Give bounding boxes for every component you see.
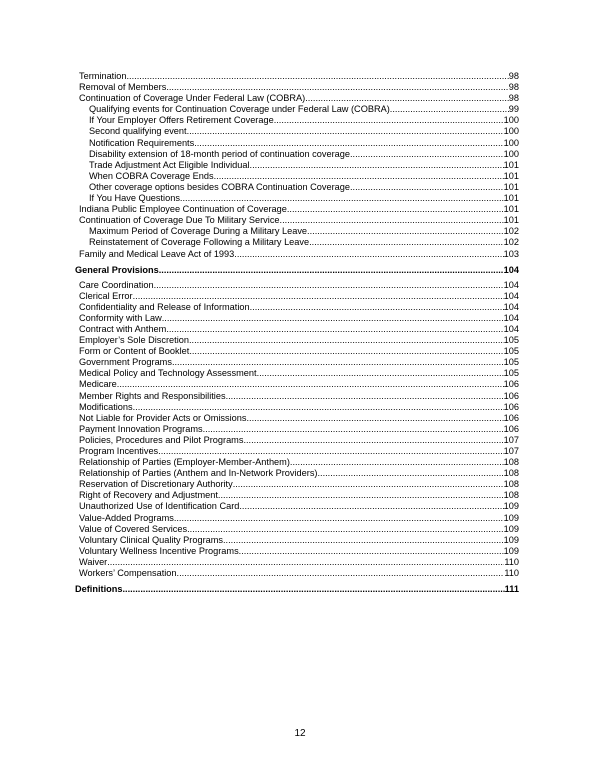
toc-entry[interactable] <box>79 302 519 313</box>
toc-entry-page: 102 <box>503 226 519 237</box>
toc-entry-page: 101 <box>503 193 519 204</box>
dot-leader <box>257 368 504 379</box>
dot-leader <box>133 402 504 413</box>
dot-leader <box>309 237 504 248</box>
toc-entry[interactable] <box>79 291 519 302</box>
toc-entry[interactable] <box>79 171 519 182</box>
toc-entry[interactable] <box>79 391 519 402</box>
toc-entry-title: General Provisions <box>75 264 159 275</box>
toc-entry[interactable] <box>79 524 519 535</box>
toc-entry[interactable] <box>79 82 519 93</box>
toc-entry-title: Conformity with Law <box>79 312 162 323</box>
toc-entry[interactable] <box>79 71 519 82</box>
toc-entry-page: 104 <box>503 323 519 334</box>
toc-entry[interactable] <box>79 501 519 512</box>
dot-leader <box>250 160 504 171</box>
dot-leader <box>317 468 503 479</box>
toc-entry-title: Disability extension of 18-month period of continuation coverage <box>89 148 350 159</box>
dot-leader <box>162 313 504 324</box>
dot-leader <box>390 104 509 115</box>
toc-entry[interactable] <box>79 457 519 468</box>
toc-entry-title: Government Programs <box>79 357 172 368</box>
dot-leader <box>233 479 504 490</box>
toc-entry-title: Trade Adjustment Act Eligible Individual <box>89 159 250 170</box>
toc-entry-page: 105 <box>503 368 519 379</box>
dot-leader <box>243 435 503 446</box>
toc-entry-page: 98 <box>508 93 519 104</box>
toc-entry[interactable] <box>79 402 519 413</box>
toc-entry[interactable] <box>79 468 519 479</box>
toc-entry[interactable] <box>79 280 519 291</box>
toc-entry-page: 98 <box>508 71 519 81</box>
dot-leader <box>203 424 504 435</box>
toc-entry-title: Notification Requirements <box>89 137 195 148</box>
toc-section-entry[interactable] <box>75 263 519 277</box>
toc-entry-title: Voluntary Wellness Incentive Programs <box>79 545 239 556</box>
toc-entry-page: 100 <box>503 115 519 126</box>
toc-entry-page: 110 <box>504 568 519 579</box>
toc-entry-title: Modifications <box>79 401 133 412</box>
toc-entry-title: Member Rights and Responsibilities <box>79 390 226 401</box>
dot-leader <box>180 193 504 204</box>
toc-entry-page: 109 <box>503 545 519 556</box>
toc-entry[interactable] <box>79 546 519 557</box>
toc-entry[interactable] <box>79 249 519 260</box>
toc-entry[interactable] <box>79 435 519 446</box>
toc-entry-page: 104 <box>503 290 519 301</box>
dot-leader <box>174 513 504 524</box>
toc-entry[interactable] <box>79 215 519 226</box>
toc-entry-title: Continuation of Coverage Due To Military Service <box>79 215 280 226</box>
toc-entry-page: 101 <box>503 215 519 226</box>
toc-entry-page: 98 <box>508 82 519 93</box>
toc-entry-title: Maximum Period of Coverage During a Military Leave <box>89 226 308 237</box>
dot-leader <box>274 115 504 126</box>
toc-entry-title: Form or Content of Booklet <box>79 346 190 357</box>
toc-entry[interactable] <box>79 357 519 368</box>
toc-entry-page: 104 <box>503 301 519 312</box>
toc-entry-page: 104 <box>503 264 519 275</box>
dot-leader <box>187 126 504 137</box>
toc-entry-title: Indiana Public Employee Continuation of Coverage <box>79 204 287 215</box>
toc-entry-page: 102 <box>503 237 519 248</box>
dot-leader <box>107 557 504 568</box>
dot-leader <box>194 138 503 149</box>
toc-entry[interactable] <box>79 313 519 324</box>
dot-leader <box>234 249 503 260</box>
toc-entry-title: Second qualifying event <box>89 126 187 137</box>
toc-entry[interactable] <box>79 193 519 204</box>
toc-entry-page: 101 <box>503 204 519 215</box>
toc-entry-title: Relationship of Parties (Employer-Member-Anthem) <box>79 457 290 468</box>
toc-entry-page: 108 <box>503 490 519 501</box>
toc-entry-page: 109 <box>503 534 519 545</box>
toc-entry-title: Policies, Procedures and Pilot Programs <box>79 434 244 445</box>
toc-entry[interactable] <box>79 535 519 546</box>
toc-entry[interactable] <box>79 479 519 490</box>
dot-leader <box>122 582 504 596</box>
toc-entry-title: Contract with Anthem <box>79 323 167 334</box>
toc-entry[interactable] <box>79 104 519 115</box>
toc-entry[interactable] <box>79 424 519 435</box>
toc-entry[interactable] <box>79 368 519 379</box>
dot-leader <box>189 346 503 357</box>
toc-entry-title: Family and Medical Leave Act of 1993 <box>79 248 235 259</box>
toc-entry-title: Termination <box>79 71 127 81</box>
toc-entry-page: 101 <box>503 159 519 170</box>
dot-leader <box>226 391 504 402</box>
toc-entry-title: Definitions <box>75 584 123 595</box>
toc-entry[interactable] <box>79 335 519 346</box>
toc-entry[interactable] <box>79 204 519 215</box>
toc-entry-title: Value-Added Programs <box>79 512 174 523</box>
toc-entry-page: 100 <box>503 137 519 148</box>
toc-entry-page: 109 <box>503 501 519 512</box>
toc-entry-title: Removal of Members <box>79 82 167 93</box>
toc-entry[interactable] <box>79 149 519 160</box>
toc-entry-title: Relationship of Parties (Anthem and In-Network Providers) <box>79 468 318 479</box>
toc-entry-page: 107 <box>503 446 519 456</box>
toc-entry-page: 104 <box>503 312 519 323</box>
toc-entry-title: When COBRA Coverage Ends <box>89 170 214 181</box>
dot-leader <box>133 291 504 302</box>
toc-entry[interactable] <box>79 237 519 248</box>
dot-leader <box>290 457 504 468</box>
toc-section-entry[interactable] <box>75 582 519 596</box>
toc-entry-page: 108 <box>503 468 519 479</box>
toc-entry-title: Reinstatement of Coverage Following a Military Leave <box>89 237 310 248</box>
toc-entry-title: Confidentiality and Release of Information <box>79 301 250 312</box>
toc-entry[interactable] <box>79 568 519 579</box>
dot-leader <box>166 82 508 93</box>
toc-entry-title: Continuation of Coverage Under Federal Law (COBRA) <box>79 93 306 104</box>
dot-leader <box>117 379 504 390</box>
toc-entry-page: 108 <box>503 457 519 468</box>
toc-entry[interactable] <box>79 446 519 457</box>
table-of-contents <box>75 71 519 599</box>
toc-entry[interactable] <box>79 557 519 568</box>
toc-entry-title: Medicare <box>79 379 117 390</box>
toc-entry[interactable] <box>79 490 519 501</box>
toc-entry[interactable] <box>79 379 519 390</box>
dot-leader <box>154 280 504 291</box>
toc-entry[interactable] <box>79 182 519 193</box>
toc-entry[interactable] <box>79 93 519 104</box>
toc-entry-title: Workers’ Compensation <box>79 568 177 579</box>
toc-entry-page: 104 <box>503 279 519 290</box>
toc-entry-page: 103 <box>503 248 519 259</box>
toc-entry-title: Waiver <box>79 556 108 567</box>
dot-leader <box>350 149 504 160</box>
toc-entry-title: Voluntary Clinical Quality Programs <box>79 534 223 545</box>
toc-entry-page: 100 <box>503 148 519 159</box>
toc-entry-page: 106 <box>503 379 519 390</box>
toc-entry-page: 108 <box>503 479 519 490</box>
toc-entry-title: Qualifying events for Continuation Coverage under Federal Law (COBRA) <box>89 104 390 115</box>
toc-entry-title: Unauthorized Use of Identification Card <box>79 501 240 512</box>
dot-leader <box>350 182 504 193</box>
dot-leader <box>307 226 504 237</box>
dot-leader <box>189 335 504 346</box>
dot-leader <box>127 71 509 82</box>
page-number: 12 <box>294 728 306 739</box>
toc-entry-page: 109 <box>503 523 519 534</box>
dot-leader <box>246 413 503 424</box>
toc-entry[interactable] <box>79 160 519 171</box>
toc-entry-page: 109 <box>503 512 519 523</box>
toc-entry[interactable] <box>79 138 519 149</box>
toc-entry-title: If Your Employer Offers Retirement Coverage <box>89 115 274 126</box>
toc-entry-page: 111 <box>504 584 519 595</box>
toc-entry-title: Other coverage options besides COBRA Continuation Coverage <box>89 181 350 192</box>
toc-entry[interactable] <box>79 115 519 126</box>
dot-leader <box>214 171 504 182</box>
toc-entry-title: Care Coordination <box>79 279 154 290</box>
toc-entry[interactable] <box>79 413 519 424</box>
dot-leader <box>172 357 504 368</box>
toc-entry-title: Employer’s Sole Discretion <box>79 335 189 346</box>
toc-entry[interactable] <box>79 346 519 357</box>
dot-leader <box>280 215 504 226</box>
dot-leader <box>239 546 504 557</box>
toc-entry[interactable] <box>79 126 519 137</box>
dot-leader <box>239 501 503 512</box>
toc-entry-page: 107 <box>503 434 519 445</box>
toc-entry-title: Program Incentives <box>79 446 159 456</box>
toc-entry-page: 105 <box>503 346 519 357</box>
toc-entry-title: Clerical Error <box>79 290 133 301</box>
dot-leader <box>158 446 504 457</box>
toc-entry-title: Payment Innovation Programs <box>79 423 203 434</box>
toc-entry-page: 110 <box>504 556 519 567</box>
dot-leader <box>166 324 503 335</box>
toc-entry-title: Reservation of Discretionary Authority <box>79 479 233 490</box>
toc-entry-page: 106 <box>503 412 519 423</box>
toc-entry-page: 101 <box>503 181 519 192</box>
toc-entry-title: Value of Covered Services <box>79 523 188 534</box>
toc-entry-title: If You Have Questions <box>89 193 180 204</box>
toc-entry-page: 99 <box>508 104 519 115</box>
toc-entry-page: 106 <box>503 390 519 401</box>
dot-leader <box>250 302 504 313</box>
dot-leader <box>287 204 504 215</box>
toc-entry-page: 101 <box>503 170 519 181</box>
toc-entry-page: 100 <box>503 126 519 137</box>
toc-entry-page: 106 <box>503 401 519 412</box>
toc-entry-title: Medical Policy and Technology Assessment <box>79 368 257 379</box>
toc-entry-title: Right of Recovery and Adjustment <box>79 490 218 501</box>
dot-leader <box>218 490 504 501</box>
toc-entry-page: 105 <box>503 357 519 368</box>
toc-entry[interactable] <box>79 324 519 335</box>
dot-leader <box>177 568 505 579</box>
toc-entry-title: Not Liable for Provider Acts or Omissions <box>79 412 247 423</box>
toc-entry[interactable] <box>79 513 519 524</box>
toc-entry[interactable] <box>79 226 519 237</box>
dot-leader <box>159 263 504 277</box>
toc-entry-page: 106 <box>503 423 519 434</box>
toc-entry-page: 105 <box>503 335 519 346</box>
dot-leader <box>305 93 509 104</box>
dot-leader <box>223 535 504 546</box>
dot-leader <box>187 524 504 535</box>
